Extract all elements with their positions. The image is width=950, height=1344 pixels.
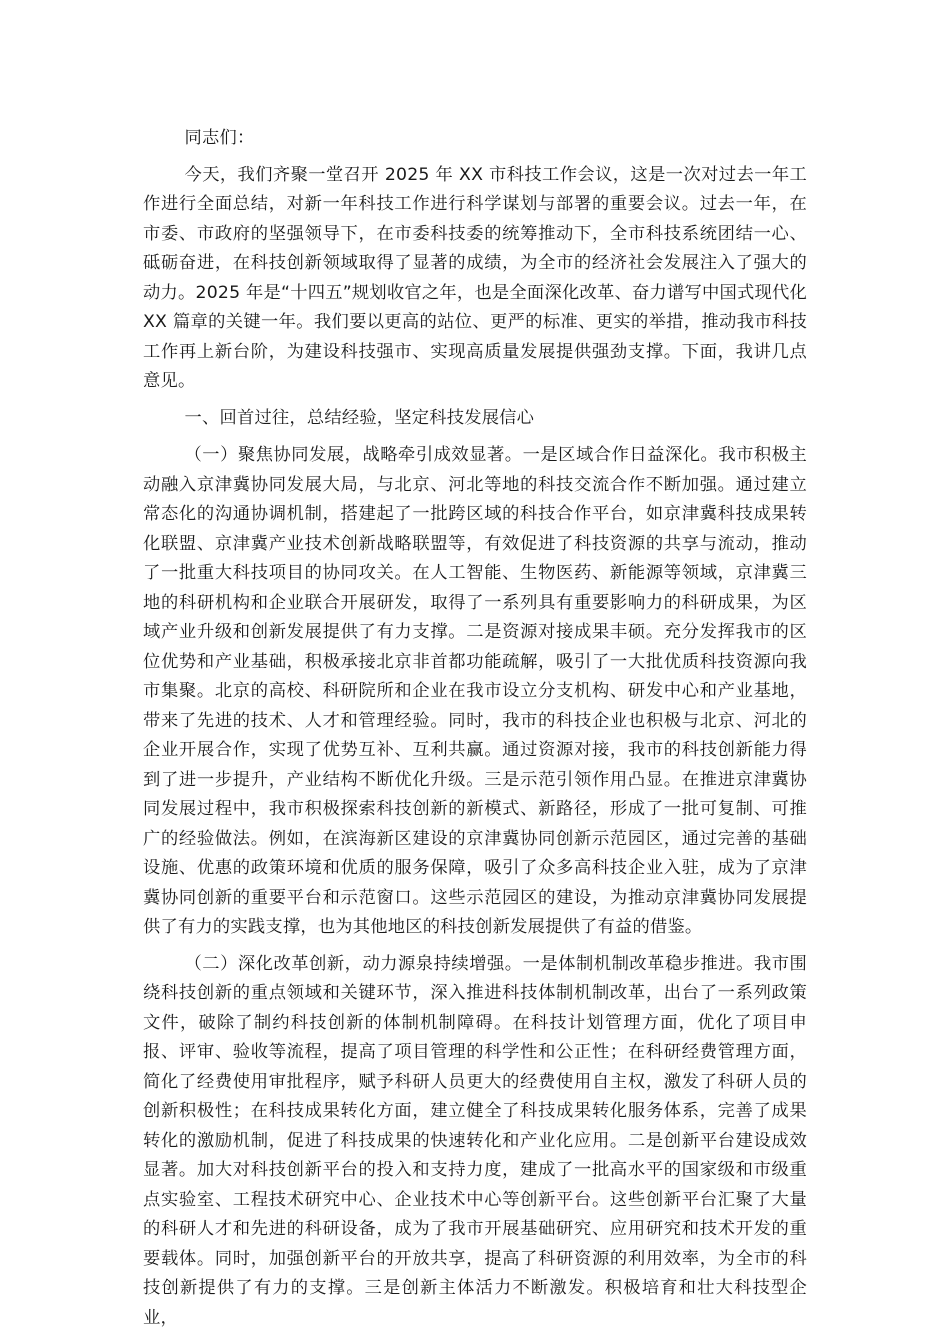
- section-heading: 一、回首过往，总结经验，坚定科技发展信心: [184, 407, 535, 428]
- document-page: [143, 124, 807, 1340]
- salutation: 同志们：: [184, 128, 255, 148]
- intro-paragraph: 今天，我们齐聚一堂召开 2025 年 XX 市科技工作会议，这是一次对过去一年工作进行全面总结，对新一年科技工作进行科学谋划与部署的重要会议。过去一年，在市委、市政府的坚强领导下，在市委科技委的统筹推动下，全市科技系统团结一心、砥砺奋进，在科技创新领域取得了显著的成绩，为全市的经济社会发展注入了强大的动力。2025 年是“十四五”规划收官之年，也是全面深化改革、奋力谱写中国式现代化 XX 篇章的关键一年。我们要以更高的站位、更严的标准、更实的举措，推动我市科技工作再上新台阶，为建设科技强市、实现高质量发展提供强劲支撑。下面，我讲几点意见。: [143, 164, 807, 391]
- body-paragraph-2: （二）深化改革创新，动力源泉持续增强。一是体制机制改革稳步推进。我市围绕科技创新的重点领域和关键环节，深入推进科技体制机制改革，出台了一系列政策文件，破除了制约科技创新的体制机制障碍。在科技计划管理方面，优化了项目申报、评审、验收等流程，提高了项目管理的科学性和公正性；在科研经费管理方面，简化了经费使用审批程序，赋予科研人员更大的经费使用自主权，激发了科研人员的创新积极性；在科技成果转化方面，建立健全了科技成果转化服务体系，完善了成果转化的激励机制，促进了科技成果的快速转化和产业化应用。二是创新平台建设成效显著。加大对科技创新平台的投入和支持力度，建成了一批高水平的国家级和市级重点实验室、工程技术研究中心、企业技术中心等创新平台。这些创新平台汇聚了大量的科研人才和先进的科研设备，成为了我市开展基础研究、应用研究和技术开发的重要载体。同时，加强创新平台的开放共享，提高了科研资源的利用效率，为全市的科技创新提供了有力的支撑。三是创新主体活力不断激发。积极培育和壮大科技型企业，: [143, 953, 807, 1328]
- body-paragraph-1: （一）聚焦协同发展，战略牵引成效显著。一是区域合作日益深化。我市积极主动融入京津冀协同发展大局，与北京、河北等地的科技交流合作不断加强。通过建立常态化的沟通协调机制，搭建起了一批跨区域的科技合作平台，如京津冀科技成果转化联盟、京津冀产业技术创新战略联盟等，有效促进了科技资源的共享与流动，推动了一批重大科技项目的协同攻关。在人工智能、生物医药、新能源等领域，京津冀三地的科研机构和企业联合开展研发，取得了一系列具有重要影响力的科研成果，为区域产业升级和创新发展提供了有力支撑。二是资源对接成果丰硕。充分发挥我市的区位优势和产业基础，积极承接北京非首都功能疏解，吸引了一大批优质科技资源向我市集聚。北京的高校、科研院所和企业在我市设立分支机构、研发中心和产业基地，带来了先进的技术、人才和管理经验。同时，我市的科技企业也积极与北京、河北的企业开展合作，实现了优势互补、互利共赢。通过资源对接，我市的科技创新能力得到了进一步提升，产业结构不断优化升级。三是示范引领作用凸显。在推进京津冀协同发展过程中，我市积极探索科技创新的新模式、新路径，形成了一批可复制、可推广的经验做法。例如，在滨海新区建设的京津冀协同创新示范园区，通过完善的基础设施、优惠的政策环境和优质的服务保障，吸引了众多高科技企业入驻，成为了京津冀协同创新的重要平台和示范窗口。这些示范园区的建设，为推动京津冀协同发展提供了有力的实践支撑，也为其他地区的科技创新发展提供了有益的借鉴。: [143, 445, 807, 937]
